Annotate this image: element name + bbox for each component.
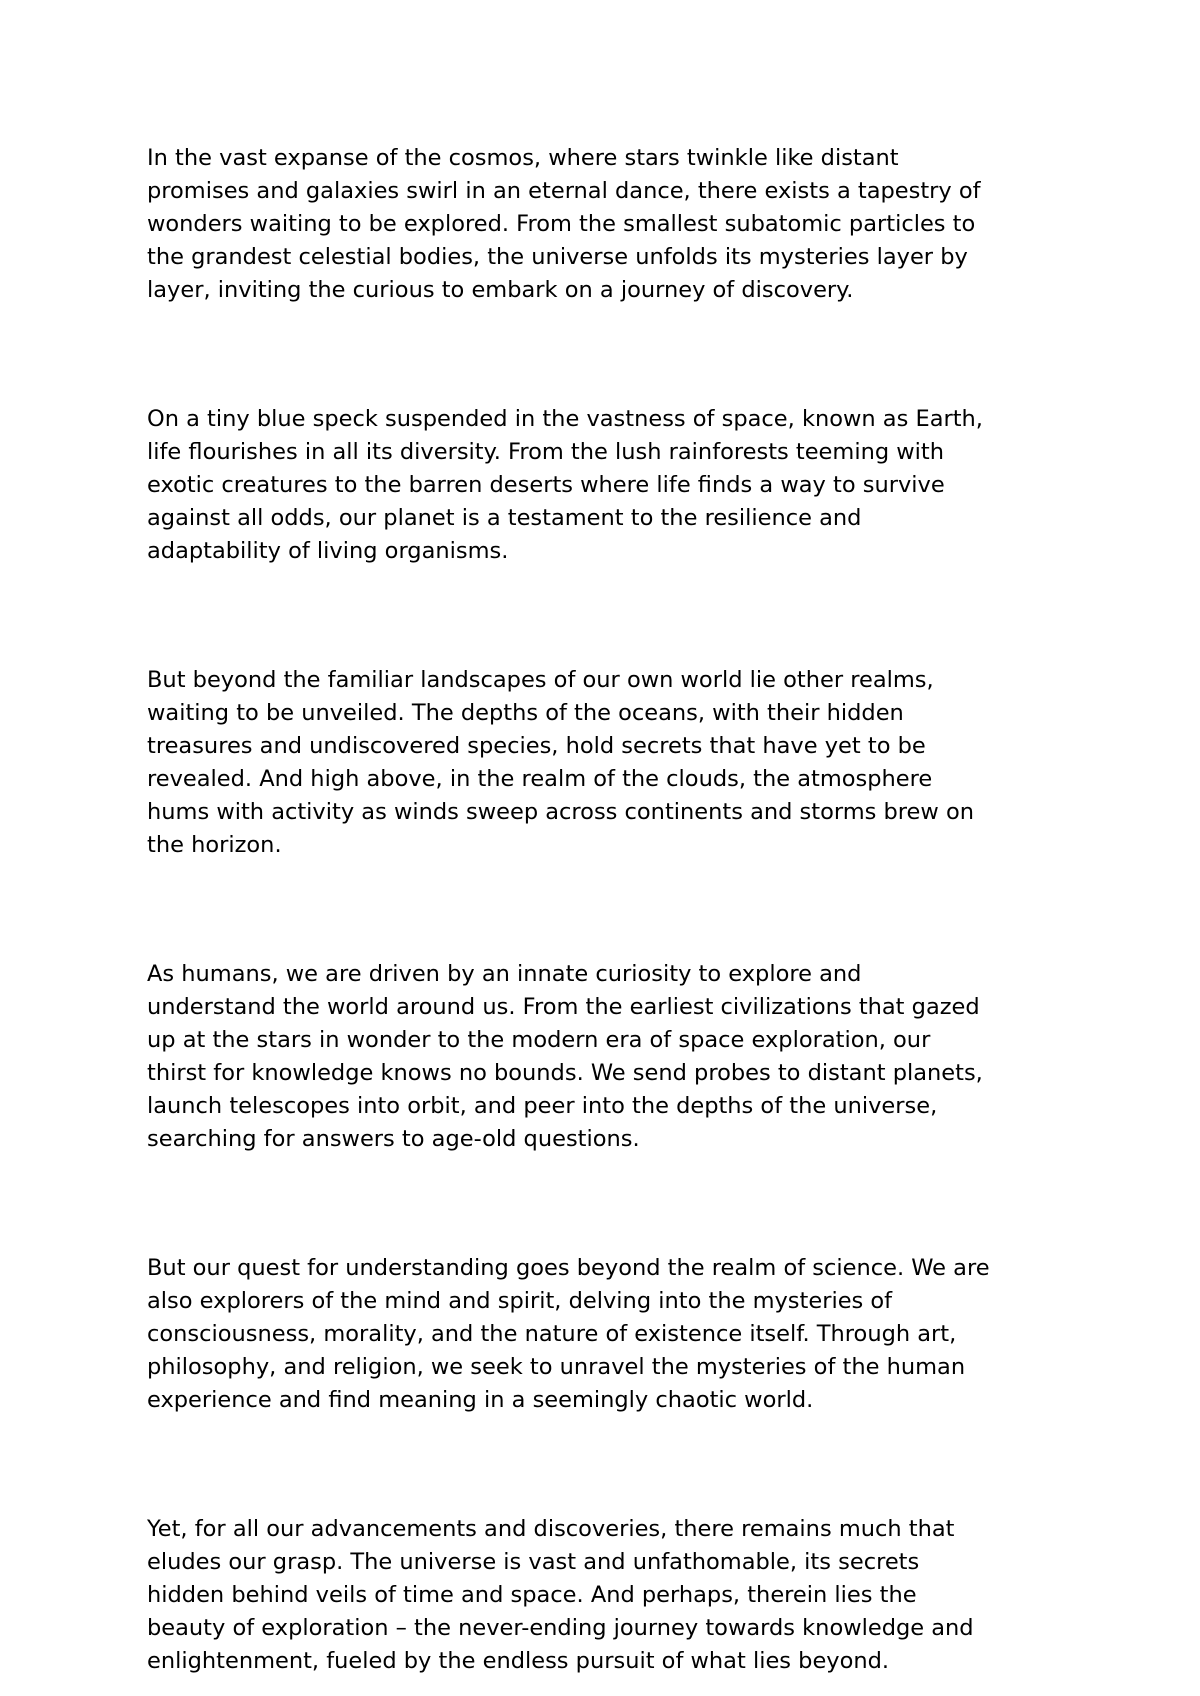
- text-line: also explorers of the mind and spirit, delving into the mysteries of: [147, 1288, 893, 1314]
- text-line: against all odds, our planet is a testament to the resilience and: [147, 505, 862, 531]
- text-line: the horizon.: [147, 832, 282, 858]
- text-line: experience and find meaning in a seemingly chaotic world.: [147, 1387, 814, 1413]
- text-line: waiting to be unveiled. The depths of the oceans, with their hidden: [147, 700, 904, 726]
- text-line: consciousness, morality, and the nature of existence itself. Through art,: [147, 1321, 957, 1347]
- text-line: searching for answers to age-old questions.: [147, 1126, 640, 1152]
- paragraph-spacer: [147, 862, 1087, 958]
- text-line: hidden behind veils of time and space. And perhaps, therein lies the: [147, 1582, 917, 1608]
- text-line: launch telescopes into orbit, and peer into the depths of the universe,: [147, 1093, 938, 1119]
- paragraph-beyond: [147, 1513, 1087, 1678]
- text-line: treasures and undiscovered species, hold secrets that have yet to be: [147, 733, 926, 759]
- text-line: the grandest celestial bodies, the universe unfolds its mysteries layer by: [147, 244, 968, 270]
- text-line: enlightenment, fueled by the endless pursuit of what lies beyond.: [147, 1648, 890, 1674]
- paragraph-spacer: [147, 568, 1087, 664]
- paragraph-spacer: [147, 307, 1087, 403]
- text-line: revealed. And high above, in the realm of the clouds, the atmosphere: [147, 766, 933, 792]
- paragraph-cosmos: [147, 142, 1087, 307]
- document-body: [147, 142, 1087, 1678]
- text-line: Yet, for all our advancements and discoveries, there remains much that: [147, 1516, 955, 1542]
- text-line: But our quest for understanding goes beyond the realm of science. We are: [147, 1255, 990, 1281]
- text-line: exotic creatures to the barren deserts where life finds a way to survive: [147, 472, 945, 498]
- text-line: adaptability of living organisms.: [147, 538, 509, 564]
- paragraph-curiosity: [147, 958, 1087, 1156]
- text-line: wonders waiting to be explored. From the smallest subatomic particles to: [147, 211, 976, 237]
- text-line: life flourishes in all its diversity. From the lush rainforests teeming with: [147, 439, 945, 465]
- text-line: In the vast expanse of the cosmos, where stars twinkle like distant: [147, 145, 899, 171]
- text-line: philosophy, and religion, we seek to unravel the mysteries of the human: [147, 1354, 966, 1380]
- paragraph-earth: [147, 403, 1087, 568]
- paragraph-spacer: [147, 1156, 1087, 1252]
- paragraph-spacer: [147, 1417, 1087, 1513]
- text-line: eludes our grasp. The universe is vast and unfathomable, its secrets: [147, 1549, 920, 1575]
- text-line: On a tiny blue speck suspended in the vastness of space, known as Earth,: [147, 406, 983, 432]
- paragraph-other-realms: [147, 664, 1087, 862]
- text-line: up at the stars in wonder to the modern era of space exploration, our: [147, 1027, 931, 1053]
- text-line: promises and galaxies swirl in an eternal dance, there exists a tapestry of: [147, 178, 981, 204]
- text-line: But beyond the familiar landscapes of our own world lie other realms,: [147, 667, 934, 693]
- text-line: layer, inviting the curious to embark on a journey of discovery.: [147, 277, 854, 303]
- text-line: As humans, we are driven by an innate curiosity to explore and: [147, 961, 862, 987]
- text-line: understand the world around us. From the earliest civilizations that gazed: [147, 994, 980, 1020]
- text-line: hums with activity as winds sweep across continents and storms brew on: [147, 799, 974, 825]
- paragraph-mind-spirit: [147, 1252, 1087, 1417]
- text-line: thirst for knowledge knows no bounds. We send probes to distant planets,: [147, 1060, 983, 1086]
- text-line: beauty of exploration – the never-ending journey towards knowledge and: [147, 1615, 974, 1641]
